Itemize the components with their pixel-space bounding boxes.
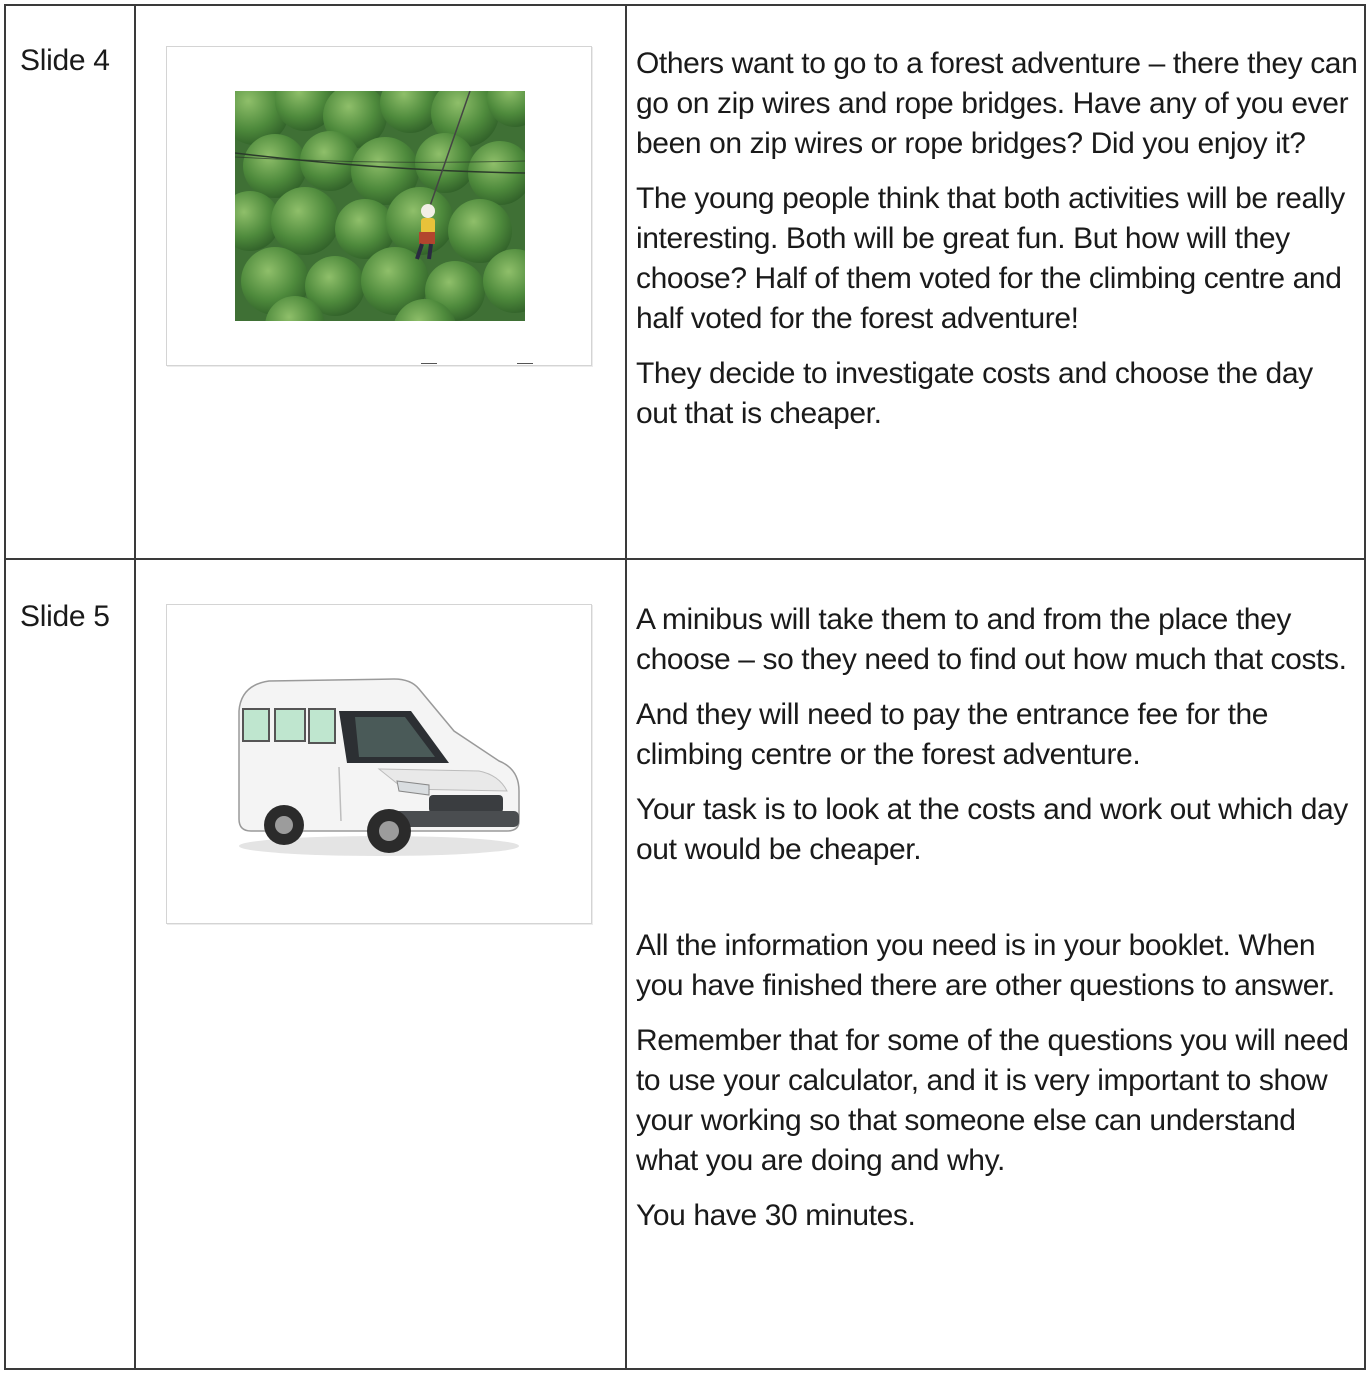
slide-label: Slide 4 bbox=[20, 44, 110, 77]
thumbnail-mark bbox=[421, 363, 437, 364]
narration-paragraph: All the information you need is in your booklet. When you have finished there are other questions to answer. bbox=[636, 929, 1335, 1002]
column-divider bbox=[134, 6, 136, 1368]
column-divider bbox=[625, 6, 627, 1368]
narration-paragraph: And they will need to pay the entrance fee for the climbing centre or the forest adventure. bbox=[636, 698, 1269, 771]
narration-paragraph: They decide to investigate costs and choose the day out that is cheaper. bbox=[636, 357, 1313, 430]
narration-paragraph: Your task is to look at the costs and work out which day out would be cheaper. bbox=[636, 793, 1348, 866]
white-minibus-photo bbox=[229, 671, 529, 861]
narration-paragraph: A minibus will take them to and from the place they choose – so they need to find out how much that costs. bbox=[636, 603, 1347, 676]
narration-paragraph: Others want to go to a forest adventure – there they can go on zip wires and rope bridges. Have any of you ever been on zip wires or rope bridges? Did you enjoy it? bbox=[636, 47, 1358, 160]
narration-paragraph: The young people think that both activities will be really interesting. Both will be great fun. But how will they choose? Half of them voted for the climbing centre and half voted for the forest adventure! bbox=[636, 182, 1345, 335]
row-divider bbox=[6, 558, 1364, 560]
slide-thumbnail bbox=[166, 46, 592, 366]
thumbnail-mark bbox=[517, 363, 533, 364]
slide-label: Slide 5 bbox=[20, 600, 110, 633]
narration-paragraph: Remember that for some of the questions you will need to use your calculator, and it is very important to show your working so that someone else can understand what you are doing and why. bbox=[636, 1024, 1349, 1177]
narration-paragraph: You have 30 minutes. bbox=[636, 1199, 916, 1232]
slide-thumbnail bbox=[166, 604, 592, 924]
forest-zipwire-photo bbox=[235, 91, 525, 321]
slide-narration bbox=[636, 44, 1358, 449]
slide-narration bbox=[636, 600, 1358, 1251]
